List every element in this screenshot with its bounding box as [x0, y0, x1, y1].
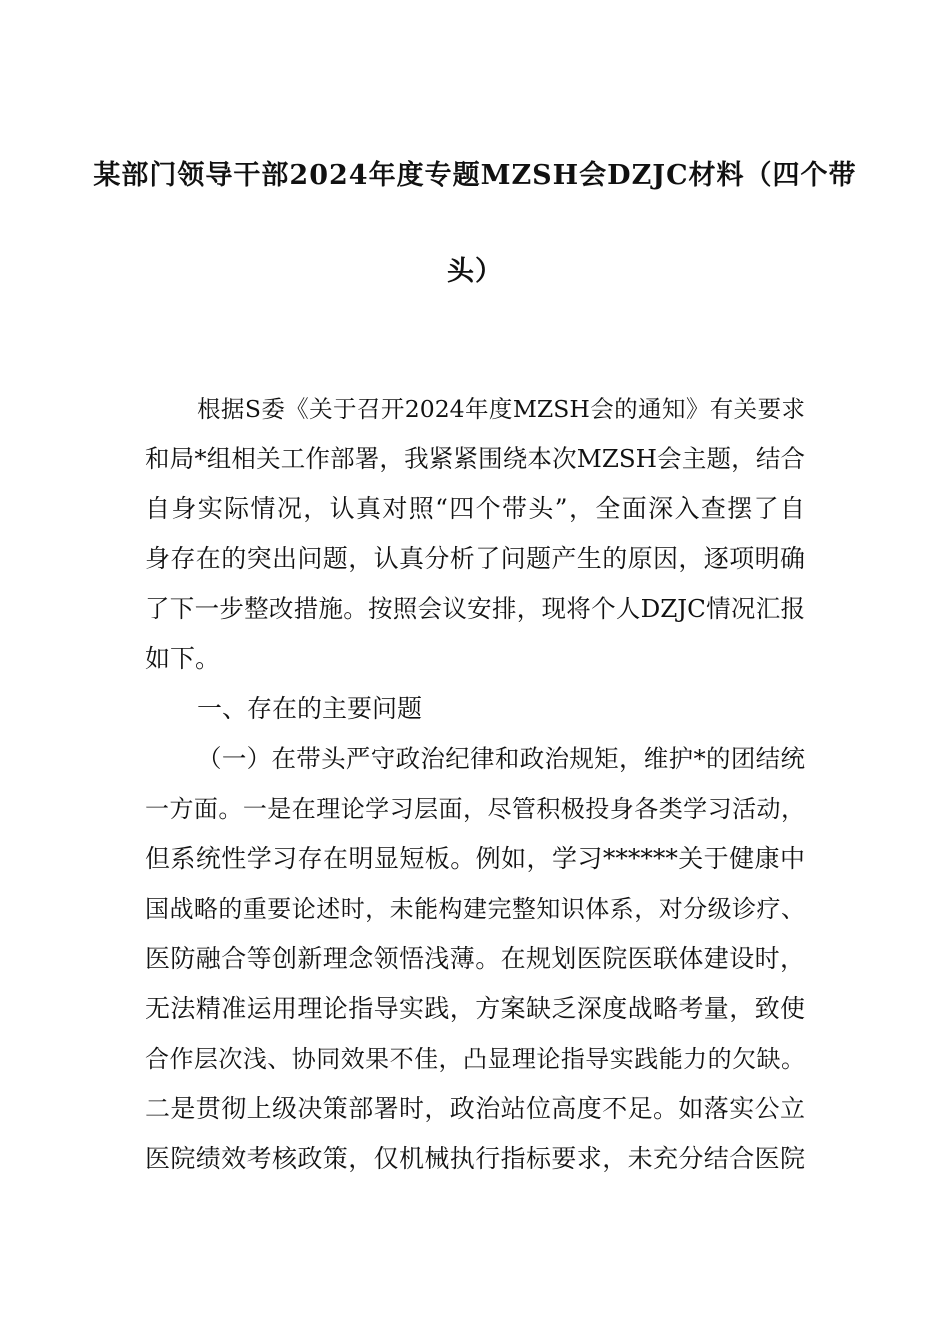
paragraph-2-line-3: 但系统性学习存在明显短板。例如，学习******关于健康中 — [145, 844, 805, 873]
paragraph-1-line-4: 身存在的突出问题，认真分析了问题产生的原因，逐项明确 — [145, 544, 805, 573]
paragraph-2-line-2: 一方面。一是在理论学习层面，尽管积极投身各类学习活动， — [145, 795, 805, 823]
paragraph-2-line-8: 二是贯彻上级决策部署时，政治站位高度不足。如落实公立 — [145, 1094, 805, 1123]
section-heading-1: 一、存在的主要问题 — [197, 694, 423, 723]
paragraph-2-line-9: 医院绩效考核政策，仅机械执行指标要求，未充分结合医院 — [145, 1144, 805, 1173]
paragraph-1-line-5: 了下一步整改措施。按照会议安排，现将个人DZJC情况汇报 — [145, 594, 805, 623]
document-title-line-2: 头） — [447, 256, 503, 287]
paragraph-1-line-1: 根据S委《关于召开2024年度MZSH会的通知》有关要求 — [197, 395, 805, 423]
paragraph-1-line-6: 如下。 — [145, 644, 221, 673]
paragraph-2-line-4: 国战略的重要论述时，未能构建完整知识体系，对分级诊疗、 — [145, 895, 805, 923]
paragraph-2-line-5: 医防融合等创新理念领悟浅薄。在规划医院医联体建设时， — [145, 944, 805, 973]
paragraph-2-line-1: （一）在带头严守政治纪律和政治规矩，维护*的团结统 — [197, 744, 805, 773]
paragraph-2-line-6: 无法精准运用理论指导实践，方案缺乏深度战略考量，致使 — [145, 994, 805, 1023]
document-title-line-1: 某部门领导干部2024年度专题MZSH会DZJC材料（四个带 — [93, 160, 857, 191]
paragraph-1-line-3: 自身实际情况，认真对照“四个带头”，全面深入查摆了自 — [145, 494, 805, 523]
paragraph-1-line-2: 和局*组相关工作部署，我紧紧围绕本次MZSH会主题，结合 — [145, 444, 805, 473]
paragraph-2-line-7: 合作层次浅、协同效果不佳，凸显理论指导实践能力的欠缺。 — [145, 1045, 805, 1073]
